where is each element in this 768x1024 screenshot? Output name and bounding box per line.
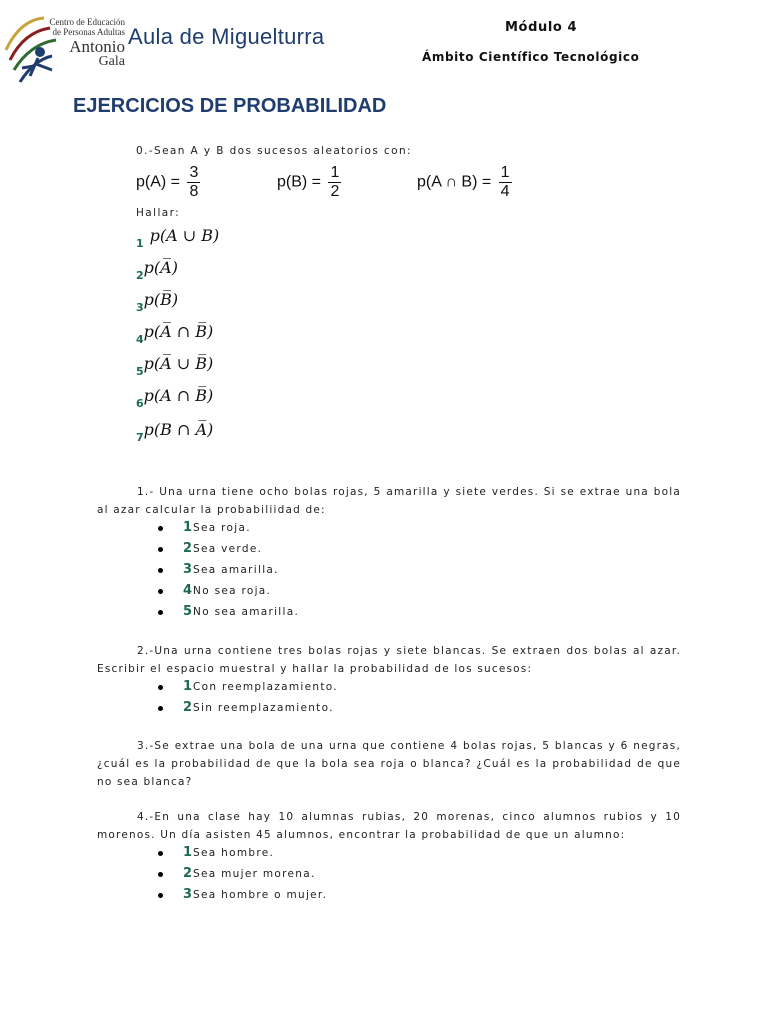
given-pab-den: 4: [500, 183, 510, 200]
hallar-item-6: [136, 386, 214, 410]
module-label: Módulo 4: [505, 20, 578, 35]
ex3-text-content: 3.-Se extrae una bola de una urna que contiene 4 bolas rojas, 5 blancas y 6 negras, ¿cuál es la probabilidad de que la bola sea roja o blanca? ¿Cuál es la probabilidad de que no sea blanca?: [97, 740, 681, 788]
given-pb: [277, 164, 341, 201]
ex1-text-content: 1.- Una urna tiene ocho bolas rojas, 5 amarilla y siete verdes. Si se extrae una bola al azar calcular la probabiliidad de:: [97, 486, 681, 516]
ex2-num-1: 1: [183, 679, 193, 694]
hallar-item-5: [136, 354, 214, 378]
ex1-label-1: Sea roja.: [193, 522, 251, 534]
hallar-num-3: 3: [136, 301, 144, 314]
ex4-item-1: [158, 845, 274, 860]
ex1-num-4: 4: [183, 583, 193, 598]
ex1-item-4: [158, 583, 271, 598]
given-pb-lhs: p(B) =: [277, 173, 322, 191]
hallar-num-1: 1: [136, 237, 144, 250]
ex1-item-3: [158, 562, 279, 577]
ex2-label-2: Sin reemplazamiento.: [193, 702, 334, 714]
hallar-num-6: 6: [136, 397, 144, 410]
hallar-item-3: [136, 290, 179, 314]
ex4-label-3: Sea hombre o mujer.: [193, 889, 328, 901]
hallar-num-7: 7: [136, 431, 144, 444]
logo-line-4: Gala: [98, 54, 125, 69]
given-pab-lhs: p(A ∩ B) =: [417, 173, 492, 191]
ex1-item-1: [158, 520, 251, 535]
ex4-num-1: 1: [183, 845, 193, 860]
ex2-item-1: [158, 679, 338, 694]
hallar-expr-2: p(A̅): [143, 258, 178, 277]
ex1-label-3: Sea amarilla.: [193, 564, 279, 576]
hallar-item-1: [136, 226, 220, 250]
logo-line-2: de Personas Adultas: [52, 27, 125, 37]
ex1-num-1: 1: [183, 520, 193, 535]
hallar-label: Hallar:: [136, 207, 181, 219]
ex1-num-5: 5: [183, 604, 193, 619]
hallar-expr-7: p(B ∩ A̅): [143, 420, 214, 439]
given-pa-lhs: p(A) =: [136, 173, 181, 191]
hallar-item-4: [136, 322, 214, 346]
ex3-text: [97, 737, 681, 791]
hallar-num-4: 4: [136, 333, 144, 346]
given-pab: [417, 164, 512, 201]
ex4-num-2: 2: [183, 866, 193, 881]
hallar-item-2: [136, 258, 178, 282]
ex4-item-2: [158, 866, 316, 881]
given-pb-num: 1: [330, 164, 340, 181]
given-pa-num: 3: [189, 164, 199, 181]
ex2-item-2: [158, 700, 334, 715]
logo-line-1: Centro de Educación: [49, 17, 125, 27]
ex2-text-content: 2.-Una urna contiene tres bolas rojas y siete blancas. Se extraen dos bolas al azar. Escribir el espacio muestral y hallar la probabilidad de los sucesos:: [97, 645, 681, 675]
hallar-expr-1: p(A ∪ B): [149, 226, 220, 245]
ex1-label-5: No sea amarilla.: [193, 606, 300, 618]
ex4-label-2: Sea mujer morena.: [193, 868, 316, 880]
hallar-item-7: [136, 420, 214, 444]
ex4-label-1: Sea hombre.: [193, 847, 275, 859]
ex1-label-2: Sea verde.: [193, 543, 263, 555]
given-pa-den: 8: [189, 183, 199, 200]
given-pab-num: 1: [500, 164, 510, 181]
ex4-text: [97, 808, 681, 844]
ex1-item-2: [158, 541, 262, 556]
ex1-num-3: 3: [183, 562, 193, 577]
ex0-intro: 0.-Sean A y B dos sucesos aleatorios con:: [136, 145, 412, 157]
given-pb-den: 2: [330, 183, 340, 200]
ex1-item-5: [158, 604, 299, 619]
hallar-expr-4: p(A̅ ∩ B̅): [143, 322, 214, 341]
ex1-label-4: No sea roja.: [193, 585, 272, 597]
school-logo: [0, 10, 125, 92]
ex4-num-3: 3: [183, 887, 193, 902]
page-title: EJERCICIOS DE PROBABILIDAD: [73, 95, 387, 117]
logo-line-3: Antonio: [69, 37, 125, 56]
ex2-num-2: 2: [183, 700, 193, 715]
brand-name: Aula de Miguelturra: [128, 24, 325, 49]
ex1-num-2: 2: [183, 541, 193, 556]
ex4-item-3: [158, 887, 327, 902]
hallar-num-5: 5: [136, 365, 144, 378]
given-pa: [136, 164, 200, 201]
ex2-text: [97, 642, 681, 678]
hallar-expr-5: p(A̅ ∪ B̅): [143, 354, 214, 373]
ex2-label-1: Con reemplazamiento.: [193, 681, 338, 693]
ex1-text: [97, 483, 681, 519]
hallar-expr-6: p(A ∩ B̅): [143, 386, 214, 405]
hallar-num-2: 2: [136, 269, 144, 282]
ex4-text-content: 4.-En una clase hay 10 alumnas rubias, 20 morenas, cinco alumnos rubios y 10 morenos. Un día asisten 45 alumnos, encontrar la probabilidad de que un alumno:: [97, 811, 681, 841]
hallar-expr-3: p(B̅): [143, 290, 179, 309]
scope-label: Ámbito Científico Tecnológico: [422, 50, 640, 64]
